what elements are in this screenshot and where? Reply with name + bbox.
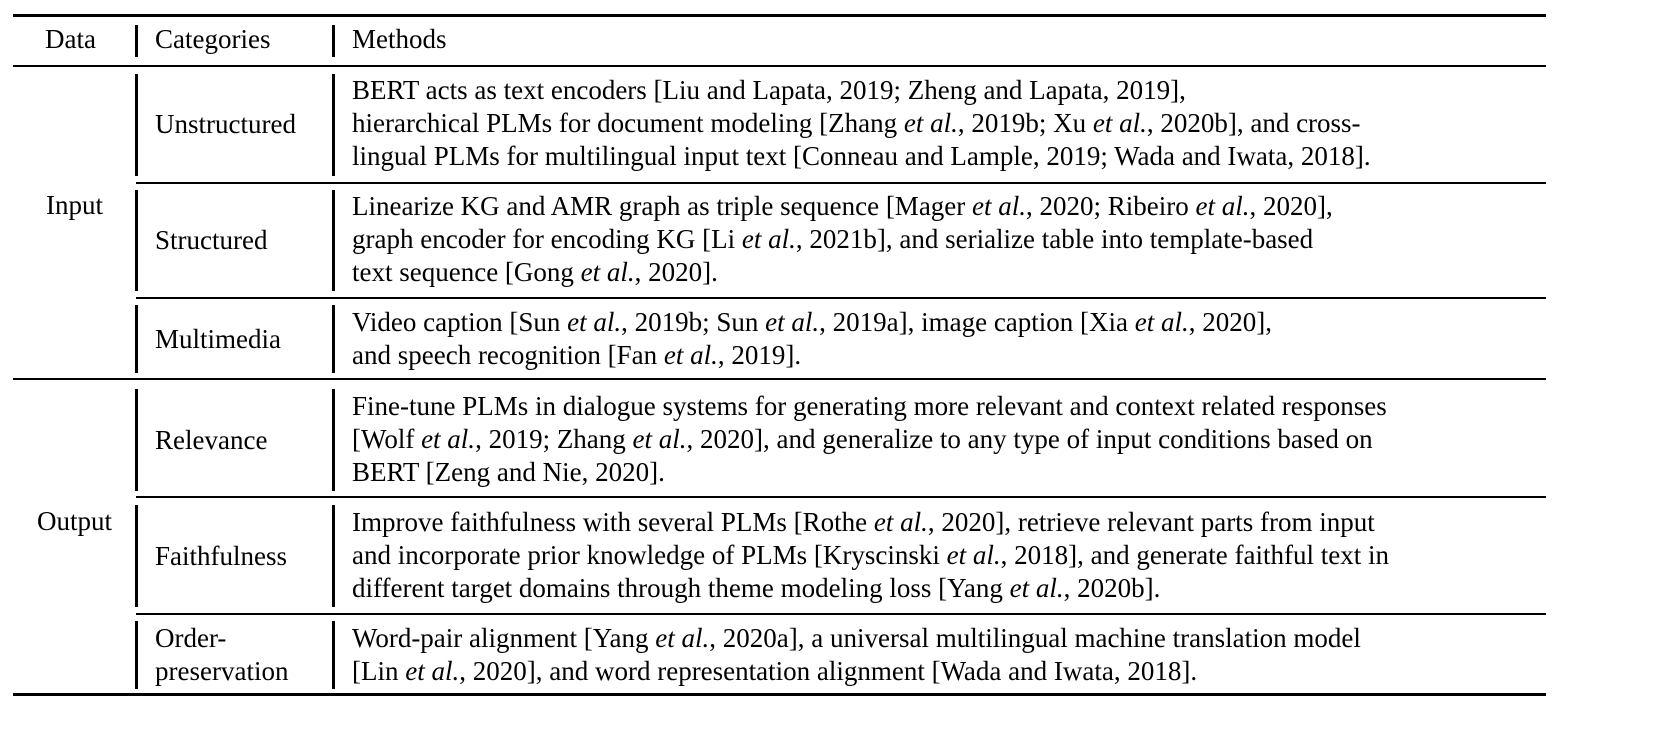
methods-text: BERT [Zeng and Nie, 2020]. <box>352 457 665 487</box>
methods-text: , 2020b]. <box>1063 573 1161 603</box>
citation-etal: et al. <box>765 307 820 337</box>
citation-etal: et al. <box>655 623 710 653</box>
col-rule <box>135 74 138 176</box>
category-unstructured: Unstructured <box>155 109 296 139</box>
header-methods: Methods <box>352 24 447 54</box>
row-rule <box>136 496 1546 498</box>
category-structured: Structured <box>155 225 268 255</box>
methods-line <box>352 622 1361 655</box>
methods-text: , 2019; Zhang <box>475 424 633 454</box>
category-multimedia: Multimedia <box>155 324 281 354</box>
citation-etal: et al. <box>903 108 958 138</box>
citation-etal: et al. <box>663 340 718 370</box>
methods-unstructured <box>352 74 1371 173</box>
methods-faithfulness <box>352 506 1389 605</box>
methods-text: lingual PLMs for multilingual input text [Conneau and Lample, 2019; Wada and Iwata, 2018]. <box>352 141 1371 171</box>
category-order-preservation <box>155 622 288 688</box>
col-rule <box>332 389 335 491</box>
methods-line <box>352 506 1389 539</box>
methods-text: , 2020], retrieve relevant parts from input <box>927 507 1375 537</box>
citation-etal: et al. <box>946 540 1001 570</box>
methods-line <box>352 223 1333 256</box>
citation-etal: et al. <box>972 191 1027 221</box>
methods-text: and incorporate prior knowledge of PLMs [Kryscinski <box>352 540 947 570</box>
methods-text: Word-pair alignment [Yang <box>352 623 656 653</box>
citation-etal: et al. <box>421 424 476 454</box>
bottom-rule <box>13 693 1546 696</box>
methods-text: Improve faithfulness with several PLMs [Rothe <box>352 507 874 537</box>
col-rule <box>332 305 335 373</box>
header-data: Data <box>45 24 96 54</box>
methods-line <box>352 140 1371 173</box>
citation-etal: et al. <box>567 307 622 337</box>
methods-text: , 2020a], a universal multilingual machine translation model <box>709 623 1361 653</box>
methods-line <box>352 390 1387 423</box>
methods-text: , 2019b; Sun <box>621 307 766 337</box>
methods-text: , 2018], and generate faithful text in <box>1000 540 1389 570</box>
col-rule <box>332 505 335 607</box>
methods-text: [Lin <box>352 656 406 686</box>
col-rule <box>332 74 335 176</box>
methods-line <box>352 423 1387 456</box>
category-line: preservation <box>155 656 289 686</box>
group-rule <box>13 378 1546 380</box>
methods-text: , 2020], and word representation alignment [Wada and Iwata, 2018]. <box>459 656 1198 686</box>
methods-line <box>352 539 1389 572</box>
citation-etal: et al. <box>632 424 687 454</box>
citation-etal: et al. <box>1195 191 1250 221</box>
methods-text: [Wolf <box>352 424 422 454</box>
row-rule <box>136 182 1546 184</box>
methods-text: different target domains through theme modeling loss [Yang <box>352 573 1010 603</box>
methods-table <box>13 0 1546 749</box>
top-rule <box>13 14 1546 17</box>
row-rule <box>136 297 1546 299</box>
col-rule <box>332 621 335 689</box>
methods-text: , 2020]. <box>634 257 718 287</box>
methods-order-preservation <box>352 622 1361 688</box>
methods-text: , 2020], <box>1188 307 1273 337</box>
methods-line <box>352 339 1272 372</box>
methods-text: graph encoder for encoding KG [Li <box>352 224 742 254</box>
methods-text: and speech recognition [Fan <box>352 340 664 370</box>
methods-text: , 2020b], and cross- <box>1146 108 1361 138</box>
header-categories: Categories <box>155 24 271 54</box>
methods-text: , 2019a], image caption [Xia <box>819 307 1135 337</box>
col-rule <box>135 389 138 491</box>
citation-etal: et al. <box>1009 573 1064 603</box>
group-label-output: Output <box>36 506 112 536</box>
methods-line <box>352 306 1272 339</box>
citation-etal: et al. <box>1134 307 1189 337</box>
category-faithfulness: Faithfulness <box>155 541 287 571</box>
group-label-input: Input <box>46 190 103 220</box>
methods-text: text sequence [Gong <box>352 257 581 287</box>
methods-text: , 2020], <box>1249 191 1333 221</box>
row-rule <box>136 613 1546 615</box>
methods-text: Video caption [Sun <box>352 307 568 337</box>
citation-etal: et al. <box>405 656 460 686</box>
methods-text: , 2021b], and serialize table into template-based <box>795 224 1314 254</box>
methods-text: , 2019]. <box>717 340 802 370</box>
methods-text: Fine-tune PLMs in dialogue systems for generating more relevant and context related responses <box>352 391 1387 421</box>
header-rule <box>13 65 1546 67</box>
citation-etal: et al. <box>741 224 796 254</box>
methods-relevance <box>352 390 1387 489</box>
methods-text: BERT acts as text encoders [Liu and Lapata, 2019; Zheng and Lapata, 2019], <box>352 75 1186 105</box>
methods-line <box>352 655 1361 688</box>
col-rule <box>332 25 335 57</box>
methods-line <box>352 456 1387 489</box>
methods-line <box>352 107 1371 140</box>
methods-structured <box>352 190 1333 289</box>
methods-text: , 2020], and generalize to any type of input conditions based on <box>686 424 1373 454</box>
methods-text: hierarchical PLMs for document modeling [Zhang <box>352 108 904 138</box>
citation-etal: et al. <box>1092 108 1147 138</box>
methods-line <box>352 256 1333 289</box>
col-rule <box>135 305 138 373</box>
methods-text: , 2020; Ribeiro <box>1026 191 1196 221</box>
methods-line <box>352 572 1389 605</box>
methods-line <box>352 74 1371 107</box>
category-line: Order- <box>155 623 227 653</box>
col-rule <box>332 190 335 291</box>
category-relevance: Relevance <box>155 425 268 455</box>
citation-etal: et al. <box>873 507 928 537</box>
methods-multimedia <box>352 306 1272 372</box>
methods-text: Linearize KG and AMR graph as triple sequence [Mager <box>352 191 973 221</box>
col-rule <box>135 621 138 689</box>
methods-text: , 2019b; Xu <box>957 108 1093 138</box>
col-rule <box>135 25 138 57</box>
methods-line <box>352 190 1333 223</box>
citation-etal: et al. <box>580 257 635 287</box>
